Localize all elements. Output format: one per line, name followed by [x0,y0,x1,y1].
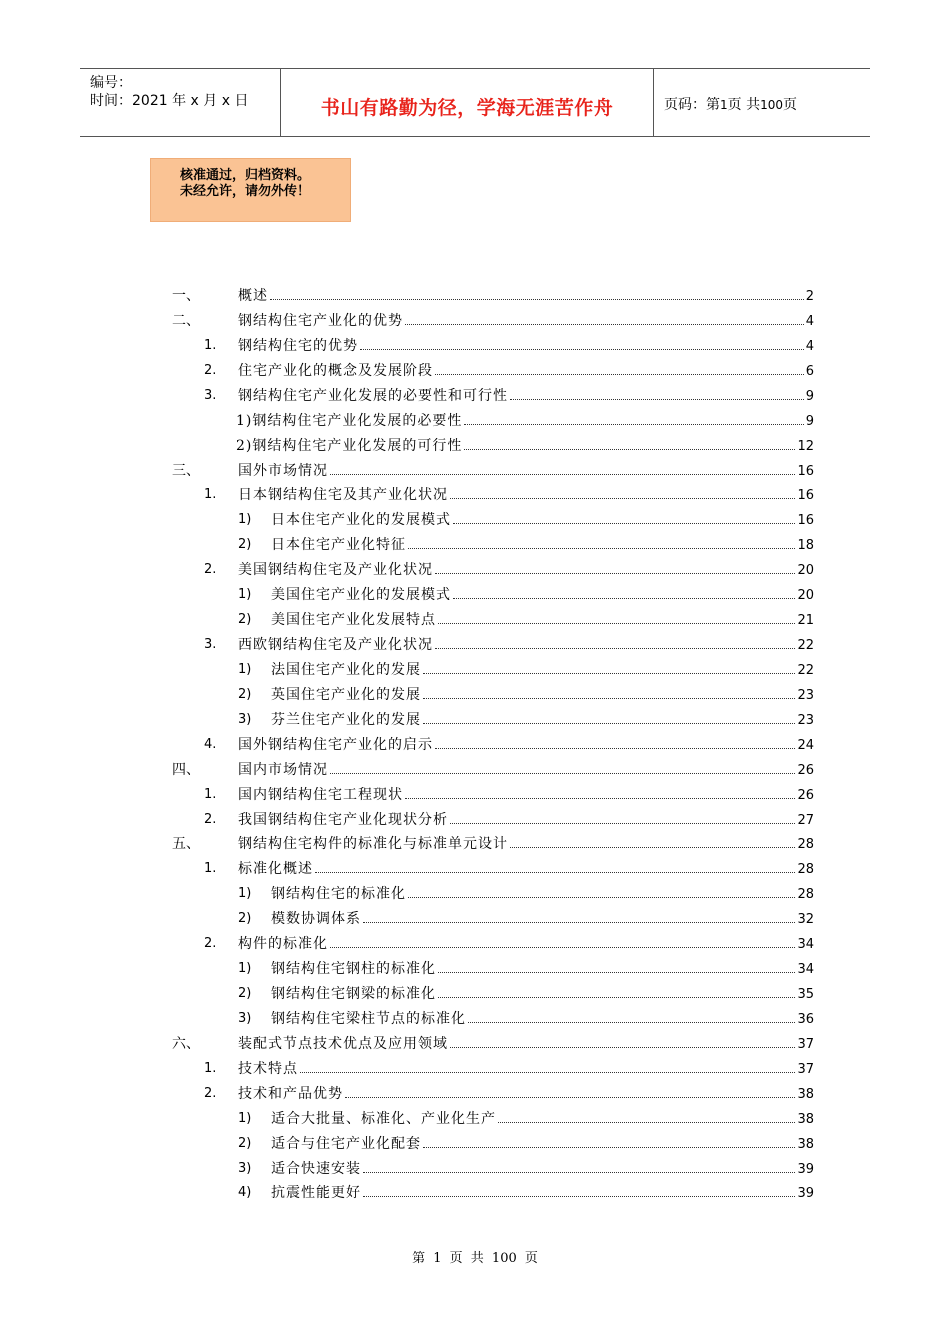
toc-entry-body [271,1182,814,1205]
toc-entry-page: 21 [797,613,814,629]
toc-entry-page: 23 [797,712,814,728]
toc-entry[interactable] [0,1108,950,1130]
toc-entry-marker: 1) [238,961,252,977]
toc-entry-title: 标准化概述 [238,861,313,878]
toc-entry-marker: 3) [238,1010,252,1026]
toc-entry-page: 23 [797,687,814,703]
toc-leader-dots [498,1121,795,1123]
header-motto: 书山有路勤为径，学海无涯苦作舟 [320,97,614,119]
toc-entry-body [238,858,814,881]
toc-entry-body [238,734,814,757]
toc-entry-marker: 四、 [172,761,200,778]
document-time-label: 时间：2021 年 x 月 x 日 [90,93,249,109]
toc-leader-dots [363,1195,795,1197]
toc-entry-body [271,509,814,532]
toc-entry-page: 28 [797,887,814,903]
toc-entry[interactable] [0,1182,950,1204]
toc-entry-marker: 1) [238,512,252,528]
toc-entry-body [271,1133,814,1156]
toc-entry-page: 39 [797,1186,814,1202]
toc-entry[interactable] [0,285,950,307]
toc-entry-marker: 2) [238,612,252,628]
toc-entry-title: 钢结构住宅产业化的优势 [238,312,403,329]
toc-leader-dots [315,871,795,873]
toc-entry-marker: 1. [204,1060,217,1076]
toc-leader-dots [435,572,795,574]
header-page-cell [654,69,870,136]
toc-entry-marker: 2. [204,562,217,578]
toc-entry-page: 38 [797,1111,814,1127]
toc-entry-body [271,1158,814,1181]
toc-entry-page: 28 [797,837,814,853]
page-suffix: 页 [783,97,797,113]
toc-entry-body [238,933,814,956]
toc-entry[interactable] [0,659,950,681]
toc-entry[interactable] [0,883,950,905]
header-page-info [664,94,797,114]
toc-leader-dots [423,697,795,699]
toc-entry-marker: 2) [238,1135,252,1151]
toc-entry-title: 住宅产业化的概念及发展阶段 [238,362,433,379]
toc-entry-marker: 4. [204,736,217,752]
toc-entry-title: 钢结构住宅钢柱的标准化 [271,961,436,978]
toc-entry-page: 9 [805,388,814,404]
toc-entry[interactable] [0,460,950,482]
toc-entry[interactable] [0,684,950,706]
toc-entry-page: 12 [797,438,814,454]
toc-entry-page: 20 [797,588,814,604]
toc-leader-dots [438,996,795,998]
toc-leader-dots [363,1171,795,1173]
toc-leader-dots [408,547,795,549]
toc-entry-marker: 二、 [172,312,200,329]
toc-entry-marker: 六、 [172,1035,200,1052]
page-total: 100 [760,98,783,112]
toc-entry-title: 我国钢结构住宅产业化现状分析 [238,811,448,828]
toc-entry[interactable] [0,335,950,357]
toc-entry-title: 日本住宅产业化的发展模式 [271,512,451,529]
toc-entry[interactable] [0,360,950,382]
toc-entry-body [271,1008,814,1031]
toc-leader-dots [300,1071,795,1073]
toc-entry-page: 39 [797,1161,814,1177]
toc-entry-body [271,883,814,906]
toc-entry-title: 构件的标准化 [238,936,328,953]
toc-entry-title: 国外钢结构住宅产业化的启示 [238,736,433,753]
toc-entry-marker: 2. [204,936,217,952]
toc-entry-marker: 1) [238,661,252,677]
toc-entry-title: 国内钢结构住宅工程现状 [238,786,403,803]
page-prefix: 页码：第 [664,97,720,113]
toc-entry-title: 钢结构住宅构件的标准化与标准单元设计 [238,836,508,853]
toc-leader-dots [450,497,795,499]
toc-entry[interactable] [0,734,950,756]
toc-entry-marker: 4) [238,1185,252,1201]
toc-entry[interactable] [0,1008,950,1030]
toc-entry-page: 16 [797,513,814,529]
toc-entry-page: 37 [797,1061,814,1077]
toc-entry[interactable] [0,933,950,955]
toc-entry-title: 2)钢结构住宅产业化发展的可行性 [236,437,463,454]
toc-entry-page: 34 [797,937,814,953]
toc-entry-marker: 一、 [172,288,200,304]
toc-entry[interactable] [0,958,950,980]
toc-entry-body [238,335,814,358]
toc-entry-page: 6 [805,363,814,379]
toc-entry-body [238,460,814,483]
toc-entry[interactable] [0,784,950,806]
toc-entry-title: 芬兰住宅产业化的发展 [271,711,421,728]
page-mid: 页 共 [727,97,761,113]
toc-leader-dots [510,846,795,848]
toc-entry[interactable] [0,809,950,831]
toc-entry-marker: 2) [238,537,252,553]
toc-entry-marker: 2. [204,362,217,378]
toc-leader-dots [450,1046,795,1048]
toc-entry-body [271,584,814,607]
toc-leader-dots [363,921,795,923]
toc-leader-dots [435,647,795,649]
toc-entry[interactable] [0,484,950,506]
toc-entry-page: 18 [797,538,814,554]
toc-entry-title: 英国住宅产业化的发展 [271,686,421,703]
toc-entry-title: 1)钢结构住宅产业化发展的必要性 [236,412,463,429]
toc-entry-body [238,360,814,383]
toc-entry-body [271,659,814,682]
toc-entry-page: 22 [797,662,814,678]
toc-entry-page: 26 [797,762,814,778]
toc-entry-page: 36 [797,1011,814,1027]
toc-entry-title: 钢结构住宅的优势 [238,337,358,354]
toc-entry-body [236,435,814,458]
toc-entry-page: 24 [797,737,814,753]
toc-leader-dots [438,622,795,624]
toc-leader-dots [435,373,804,375]
toc-entry-marker: 2) [238,986,252,1002]
toc-entry-page: 38 [797,1086,814,1102]
toc-entry-page: 32 [797,912,814,928]
toc-entry[interactable] [0,908,950,930]
toc-entry-page: 34 [797,962,814,978]
toc-entry[interactable] [0,534,950,556]
toc-leader-dots [405,797,795,799]
toc-leader-dots [423,1146,795,1148]
toc-entry-marker: 3. [204,387,217,403]
toc-entry-title: 适合与住宅产业化配套 [271,1135,421,1152]
page-current: 1 [720,98,728,112]
toc-leader-dots [330,473,795,475]
toc-entry-page: 2 [805,289,814,304]
toc-leader-dots [453,597,795,599]
toc-entry-title: 钢结构住宅产业化发展的必要性和可行性 [238,387,508,404]
toc-entry-body [238,784,814,807]
page-footer: 第 1 页 共 100 页 [412,1251,538,1266]
toc-entry-page: 37 [797,1036,814,1052]
toc-entry-page: 38 [797,1136,814,1152]
toc-entry-title: 钢结构住宅钢梁的标准化 [271,986,436,1003]
toc-entry-title: 适合快速安装 [271,1160,361,1177]
document-number-label: 编号： [90,75,132,91]
toc-entry[interactable] [0,983,950,1005]
toc-entry-title: 抗震性能更好 [271,1185,361,1202]
toc-entry[interactable] [0,385,950,407]
toc-entry-title: 国外市场情况 [238,462,328,479]
toc-entry-body [236,410,814,433]
toc-entry-title: 钢结构住宅的标准化 [271,886,406,903]
toc-leader-dots [405,323,804,325]
toc-entry-body [271,534,814,557]
toc-leader-dots [453,522,795,524]
toc-entry[interactable] [0,709,950,731]
toc-entry-body [238,809,814,832]
toc-entry-body [271,1108,814,1131]
toc-entry-title: 概述 [238,288,268,304]
toc-entry-body [238,1033,814,1056]
toc-entry-marker: 1. [204,487,217,503]
toc-entry-marker: 3) [238,1160,252,1176]
toc-entry-title: 装配式节点技术优点及应用领域 [238,1035,448,1052]
toc-entry[interactable] [0,609,950,631]
toc-leader-dots [468,1021,795,1023]
toc-entry-page: 4 [805,338,814,354]
toc-entry[interactable] [0,858,950,880]
toc-entry-title: 钢结构住宅梁柱节点的标准化 [271,1010,466,1027]
toc-entry-marker: 五、 [172,836,200,853]
toc-entry[interactable] [0,634,950,656]
toc-entry[interactable] [0,1158,950,1180]
toc-entry-marker: 1. [204,786,217,802]
toc-entry-title: 模数协调体系 [271,911,361,928]
toc-entry-page: 27 [797,812,814,828]
toc-entry-body [271,684,814,707]
toc-entry-body [238,1083,814,1106]
toc-entry-title: 西欧钢结构住宅及产业化状况 [238,637,433,654]
toc-entry-title: 美国钢结构住宅及产业化状况 [238,562,433,579]
toc-entry-page: 9 [805,413,814,429]
toc-leader-dots [345,1096,795,1098]
toc-leader-dots [330,772,795,774]
toc-entry-body [271,609,814,632]
toc-entry-body [238,759,814,782]
toc-leader-dots [438,971,795,973]
toc-entry[interactable] [0,833,950,855]
toc-leader-dots [510,398,804,400]
toc-leader-dots [435,747,795,749]
toc-entry-body [238,285,814,308]
toc-leader-dots [464,423,803,425]
toc-entry[interactable] [0,310,950,332]
toc-entry-body [271,709,814,732]
toc-entry[interactable] [0,759,950,781]
toc-entry-page: 4 [805,313,814,329]
toc-entry-page: 28 [797,862,814,878]
toc-entry-title: 技术和产品优势 [238,1085,343,1102]
toc-leader-dots [270,298,804,300]
header-motto-cell [281,69,654,136]
toc-leader-dots [423,672,795,674]
toc-leader-dots [330,946,795,948]
toc-entry-marker: 3) [238,711,252,727]
stamp-line-1: 核准通过，归档资料。 [180,168,311,183]
toc-entry-title: 法国住宅产业化的发展 [271,661,421,678]
toc-entry[interactable] [0,584,950,606]
toc-entry-body [238,310,814,333]
toc-entry-page: 26 [797,787,814,803]
toc-entry-marker: 1) [238,1110,252,1126]
toc-entry[interactable] [0,559,950,581]
toc-leader-dots [408,896,795,898]
toc-entry-marker: 3. [204,637,217,653]
toc-entry-marker: 三、 [172,462,200,479]
toc-entry-body [238,484,814,507]
toc-entry-body [271,983,814,1006]
toc-entry-page: 20 [797,563,814,579]
toc-entry[interactable] [0,509,950,531]
toc-leader-dots [360,348,804,350]
toc-entry-page: 16 [797,488,814,504]
toc-entry[interactable] [0,410,950,432]
toc-leader-dots [423,722,795,724]
toc-entry-body [238,1058,814,1081]
toc-entry-marker: 1) [238,587,252,603]
toc-entry-title: 适合大批量、标准化、产业化生产 [271,1110,496,1127]
toc-entry-marker: 2) [238,686,252,702]
toc-entry-title: 技术特点 [238,1060,298,1077]
toc-entry-page: 22 [797,638,814,654]
toc-entry-marker: 2) [238,911,252,927]
approval-stamp [150,158,351,222]
toc-entry-page: 16 [797,463,814,479]
toc-entry[interactable] [0,1058,950,1080]
toc-entry-body [238,385,814,408]
toc-entry-title: 美国住宅产业化发展特点 [271,612,436,629]
toc-entry-marker: 2. [204,1085,217,1101]
toc-entry-title: 日本住宅产业化特征 [271,537,406,554]
toc-entry[interactable] [0,1083,950,1105]
toc-entry-body [238,634,814,657]
toc-leader-dots [464,448,795,450]
document-header [80,68,870,137]
toc-entry-body [238,833,814,856]
toc-entry-body [271,958,814,981]
toc-entry-marker: 2. [204,811,217,827]
toc-leader-dots [450,822,795,824]
toc-entry-title: 日本钢结构住宅及其产业化状况 [238,487,448,504]
toc-entry-title: 美国住宅产业化的发展模式 [271,587,451,604]
stamp-line-2: 未经允许，请勿外传！ [180,184,311,199]
toc-entry-body [271,908,814,931]
toc-entry-body [238,559,814,582]
toc-entry-marker: 1. [204,337,217,353]
toc-entry[interactable] [0,435,950,457]
toc-entry[interactable] [0,1033,950,1055]
header-info-cell [80,69,281,136]
toc-entry-page: 35 [797,987,814,1003]
toc-entry-marker: 1. [204,861,217,877]
toc-entry[interactable] [0,1133,950,1155]
toc-entry-marker: 1) [238,886,252,902]
toc-entry-title: 国内市场情况 [238,761,328,778]
